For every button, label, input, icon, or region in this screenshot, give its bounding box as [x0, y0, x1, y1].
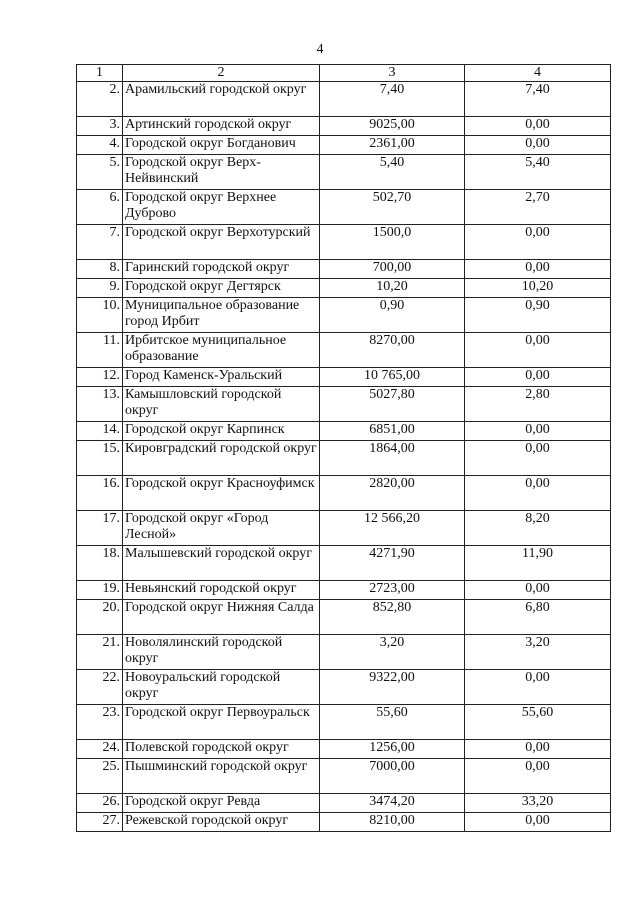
table-row — [77, 511, 611, 546]
value-col4-cell: 0,90 — [465, 298, 611, 333]
value-col4-cell: 11,90 — [465, 546, 611, 581]
row-number-cell: 3. — [77, 117, 123, 136]
value-col3-cell: 10,20 — [320, 279, 465, 298]
value-col3-cell: 3,20 — [320, 635, 465, 670]
row-number-cell: 5. — [77, 155, 123, 190]
row-number-cell: 14. — [77, 422, 123, 441]
value-col3-cell: 2723,00 — [320, 581, 465, 600]
table-row — [77, 600, 611, 635]
value-col4-cell: 0,00 — [465, 581, 611, 600]
value-col3-cell: 2820,00 — [320, 476, 465, 511]
value-col3-cell: 7,40 — [320, 82, 465, 117]
value-col3-cell: 3474,20 — [320, 794, 465, 813]
table-row — [77, 705, 611, 740]
value-col4-cell: 0,00 — [465, 333, 611, 368]
value-col4-cell: 0,00 — [465, 759, 611, 794]
table-row — [77, 635, 611, 670]
row-number-cell: 15. — [77, 441, 123, 476]
municipality-name-cell: Городской округ Верх-Нейвинский — [123, 155, 320, 190]
value-col4-cell: 0,00 — [465, 441, 611, 476]
municipality-name-cell: Малышевский городской округ — [123, 546, 320, 581]
row-number-cell: 4. — [77, 136, 123, 155]
value-col4-cell: 0,00 — [465, 136, 611, 155]
value-col3-cell: 700,00 — [320, 260, 465, 279]
value-col4-cell: 0,00 — [465, 368, 611, 387]
value-col3-cell: 1864,00 — [320, 441, 465, 476]
value-col4-cell: 0,00 — [465, 260, 611, 279]
row-number-cell: 11. — [77, 333, 123, 368]
row-number-cell: 10. — [77, 298, 123, 333]
value-col3-cell: 9025,00 — [320, 117, 465, 136]
table-row — [77, 368, 611, 387]
table-header-row — [77, 65, 611, 82]
value-col3-cell: 0,90 — [320, 298, 465, 333]
value-col3-cell: 7000,00 — [320, 759, 465, 794]
row-number-cell: 12. — [77, 368, 123, 387]
value-col4-cell: 5,40 — [465, 155, 611, 190]
row-number-cell: 21. — [77, 635, 123, 670]
value-col4-cell: 0,00 — [465, 225, 611, 260]
table-row — [77, 279, 611, 298]
row-number-cell: 24. — [77, 740, 123, 759]
value-col3-cell: 4271,90 — [320, 546, 465, 581]
value-col3-cell: 5,40 — [320, 155, 465, 190]
row-number-cell: 17. — [77, 511, 123, 546]
municipality-name-cell: Городской округ Карпинск — [123, 422, 320, 441]
row-number-cell: 26. — [77, 794, 123, 813]
row-number-cell: 18. — [77, 546, 123, 581]
row-number-cell: 2. — [77, 82, 123, 117]
row-number-cell: 7. — [77, 225, 123, 260]
value-col3-cell: 502,70 — [320, 190, 465, 225]
value-col4-cell: 10,20 — [465, 279, 611, 298]
header-cell-1: 1 — [77, 65, 123, 82]
municipality-name-cell: Городской округ «Город Лесной» — [123, 511, 320, 546]
row-number-cell: 19. — [77, 581, 123, 600]
municipality-name-cell: Городской округ Ревда — [123, 794, 320, 813]
row-number-cell: 20. — [77, 600, 123, 635]
table-row — [77, 333, 611, 368]
municipality-name-cell: Режевской городской округ — [123, 813, 320, 832]
municipality-name-cell: Городской округ Нижняя Салда — [123, 600, 320, 635]
table-row — [77, 476, 611, 511]
header-cell-3: 3 — [320, 65, 465, 82]
row-number-cell: 13. — [77, 387, 123, 422]
value-col3-cell: 1256,00 — [320, 740, 465, 759]
value-col3-cell: 1500,0 — [320, 225, 465, 260]
table-row — [77, 136, 611, 155]
table-row — [77, 82, 611, 117]
table-row — [77, 387, 611, 422]
table-row — [77, 441, 611, 476]
table-row — [77, 546, 611, 581]
municipality-name-cell: Новоуральский городской округ — [123, 670, 320, 705]
value-col3-cell: 5027,80 — [320, 387, 465, 422]
value-col4-cell: 6,80 — [465, 600, 611, 635]
table-row — [77, 155, 611, 190]
value-col3-cell: 8270,00 — [320, 333, 465, 368]
table-row — [77, 670, 611, 705]
municipality-name-cell: Новолялинский городской округ — [123, 635, 320, 670]
row-number-cell: 22. — [77, 670, 123, 705]
value-col4-cell: 0,00 — [465, 740, 611, 759]
municipality-name-cell: Городской округ Верхнее Дуброво — [123, 190, 320, 225]
value-col4-cell: 3,20 — [465, 635, 611, 670]
table-row — [77, 794, 611, 813]
value-col4-cell: 8,20 — [465, 511, 611, 546]
row-number-cell: 25. — [77, 759, 123, 794]
table-row — [77, 740, 611, 759]
row-number-cell: 16. — [77, 476, 123, 511]
row-number-cell: 6. — [77, 190, 123, 225]
value-col4-cell: 0,00 — [465, 813, 611, 832]
municipality-name-cell: Городской округ Красноуфимск — [123, 476, 320, 511]
table-row — [77, 422, 611, 441]
municipality-name-cell: Городской округ Богданович — [123, 136, 320, 155]
municipality-name-cell: Городской округ Первоуральск — [123, 705, 320, 740]
header-cell-4: 4 — [465, 65, 611, 82]
value-col4-cell: 33,20 — [465, 794, 611, 813]
value-col4-cell: 55,60 — [465, 705, 611, 740]
row-number-cell: 27. — [77, 813, 123, 832]
municipality-name-cell: Ирбитское муниципальное образование — [123, 333, 320, 368]
value-col3-cell: 6851,00 — [320, 422, 465, 441]
value-col4-cell: 0,00 — [465, 117, 611, 136]
header-cell-2: 2 — [123, 65, 320, 82]
value-col4-cell: 0,00 — [465, 476, 611, 511]
value-col4-cell: 0,00 — [465, 422, 611, 441]
value-col4-cell: 2,80 — [465, 387, 611, 422]
municipality-name-cell: Артинский городской округ — [123, 117, 320, 136]
value-col3-cell: 12 566,20 — [320, 511, 465, 546]
table-row — [77, 298, 611, 333]
municipality-name-cell: Камышловский городской округ — [123, 387, 320, 422]
value-col3-cell: 8210,00 — [320, 813, 465, 832]
table-body — [77, 65, 611, 832]
table-row — [77, 260, 611, 279]
value-col3-cell: 10 765,00 — [320, 368, 465, 387]
municipality-name-cell: Пышминский городской округ — [123, 759, 320, 794]
municipality-name-cell: Городской округ Верхотурский — [123, 225, 320, 260]
municipality-name-cell: Городской округ Дегтярск — [123, 279, 320, 298]
table-row — [77, 759, 611, 794]
table-row — [77, 581, 611, 600]
value-col4-cell: 0,00 — [465, 670, 611, 705]
table-row — [77, 813, 611, 832]
table-row — [77, 117, 611, 136]
municipality-name-cell: Муниципальное образование город Ирбит — [123, 298, 320, 333]
municipality-name-cell: Невьянский городской округ — [123, 581, 320, 600]
municipality-name-cell: Полевской городской округ — [123, 740, 320, 759]
row-number-cell: 8. — [77, 260, 123, 279]
value-col4-cell: 7,40 — [465, 82, 611, 117]
value-col3-cell: 2361,00 — [320, 136, 465, 155]
row-number-cell: 9. — [77, 279, 123, 298]
table-row — [77, 190, 611, 225]
municipality-name-cell: Арамильский городской округ — [123, 82, 320, 117]
value-col3-cell: 55,60 — [320, 705, 465, 740]
municipality-name-cell: Город Каменск-Уральский — [123, 368, 320, 387]
value-col3-cell: 9322,00 — [320, 670, 465, 705]
data-table — [76, 64, 611, 832]
table-row — [77, 225, 611, 260]
row-number-cell: 23. — [77, 705, 123, 740]
municipality-name-cell: Гаринский городской округ — [123, 260, 320, 279]
value-col3-cell: 852,80 — [320, 600, 465, 635]
value-col4-cell: 2,70 — [465, 190, 611, 225]
page-number: 4 — [316, 42, 324, 57]
municipality-name-cell: Кировградский городской округ — [123, 441, 320, 476]
